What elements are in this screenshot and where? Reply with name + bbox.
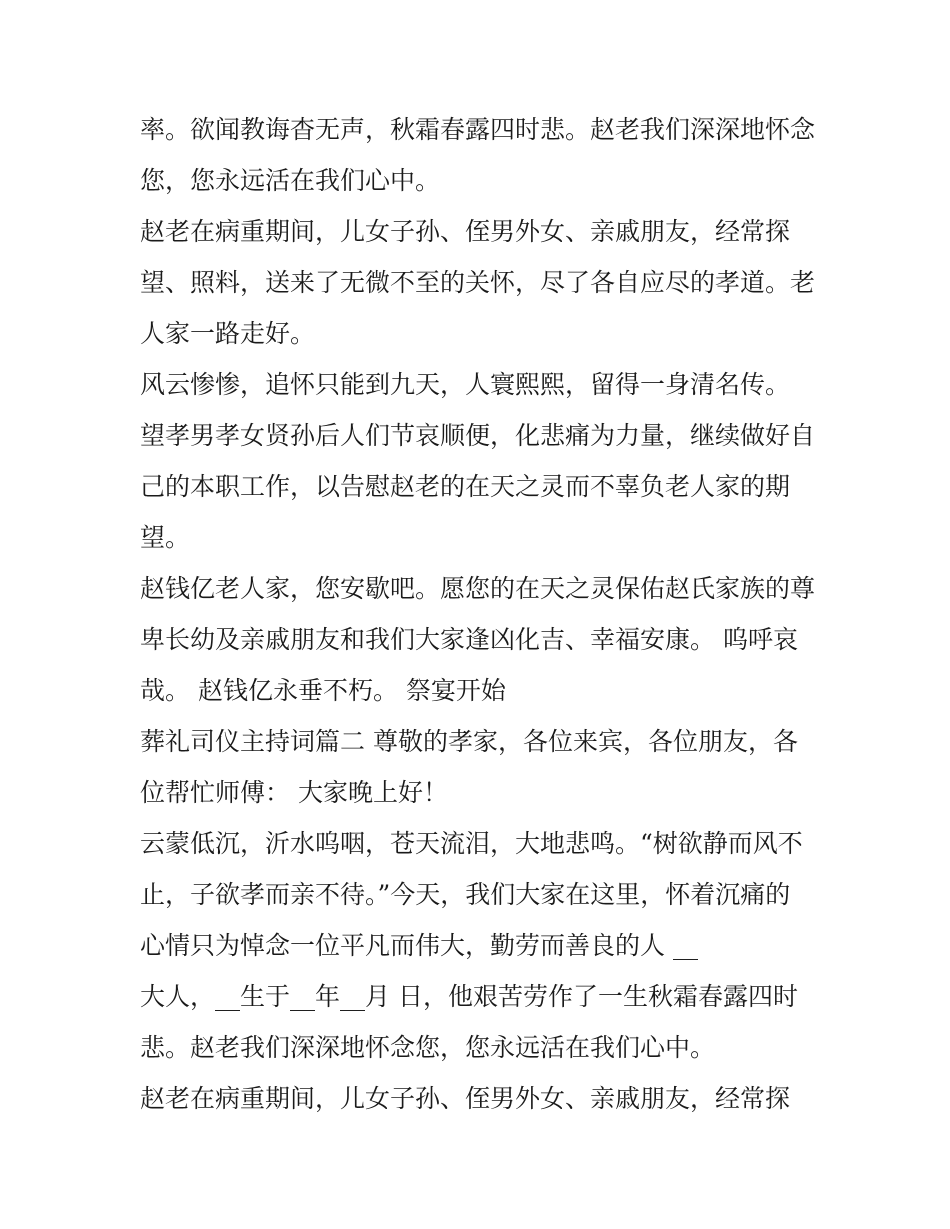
text-line: 望。 <box>140 523 191 552</box>
text-line: 云蒙低沉，沂水呜咽，苍天流泪，大地悲鸣。“树欲静而风不 <box>140 829 803 858</box>
text-line: 大人，__生于__年__月 日，他艰苦劳作了一生秋霜春露四时 <box>140 982 798 1011</box>
text-line: 心情只为悼念一位平凡而伟大，勤劳而善良的人 __ <box>140 931 698 960</box>
text-line: 卑长幼及亲戚朋友和我们大家逢凶化吉、幸福安康。 呜呼哀 <box>140 625 798 654</box>
text-line: 风云惨惨，追怀只能到九天，人寰熙熙，留得一身清名传。 <box>140 370 791 399</box>
text-line: 己的本职工作，以告慰赵老的在天之灵而不辜负老人家的期 <box>140 472 791 501</box>
text-line: 率。欲闻教诲杳无声，秋霜春露四时悲。赵老我们深深地怀念 <box>140 115 816 144</box>
text-line: 止，子欲孝而亲不待。”今天，我们大家在这里，怀着沉痛的 <box>140 880 791 909</box>
body-text <box>140 104 820 1124</box>
text-line: 赵老在病重期间，儿女子孙、侄男外女、亲戚朋友，经常探 <box>140 1084 791 1113</box>
text-line: 望孝男孝女贤孙后人们节哀顺便，化悲痛为力量，继续做好自 <box>140 421 816 450</box>
text-line: 人家一路走好。 <box>140 319 316 348</box>
text-line: 赵钱亿老人家，您安歇吧。愿您的在天之灵保佑赵氏家族的尊 <box>140 574 816 603</box>
text-line: 赵老在病重期间，儿女子孙、侄男外女、亲戚朋友，经常探 <box>140 217 791 246</box>
text-line: 悲。赵老我们深深地怀念您，您永远活在我们心中。 <box>140 1033 716 1062</box>
text-line: 位帮忙师傅： 大家晚上好！ <box>140 778 448 807</box>
text-line: 葬礼司仪主持词篇二 尊敬的孝家，各位来宾，各位朋友，各 <box>140 727 798 756</box>
text-line: 您，您永远活在我们心中。 <box>140 166 441 195</box>
text-line: 哉。 赵钱亿永垂不朽。 祭宴开始 <box>140 676 506 705</box>
text-line: 望、照料，送来了无微不至的关怀，尽了各自应尽的孝道。老 <box>140 268 816 297</box>
